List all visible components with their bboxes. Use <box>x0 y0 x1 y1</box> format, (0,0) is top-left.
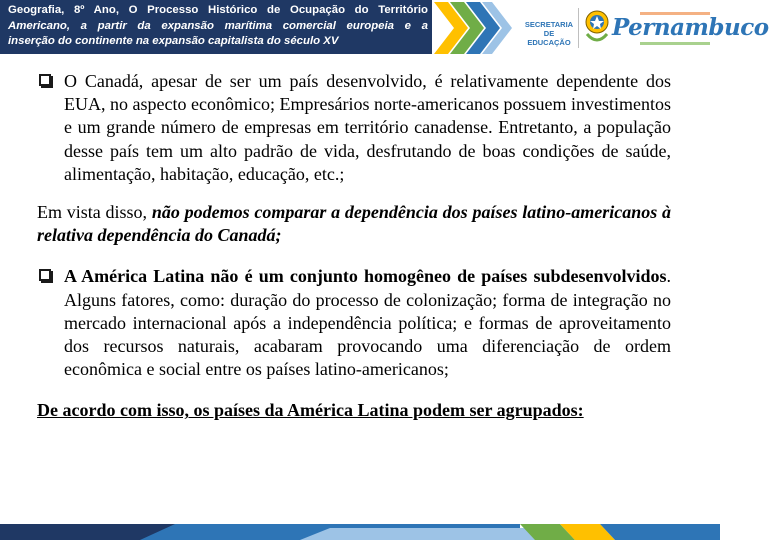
slide-content <box>37 70 671 423</box>
secretaria-label: SECRETARIA <box>524 20 574 29</box>
slide-header <box>0 0 769 62</box>
header-title-line-1: Geografia, 8º Ano, O Processo Histórico de Ocupação do Território <box>8 4 428 16</box>
paragraph-grouping-heading: De acordo com isso, os países da América Latina podem ser agrupados: <box>37 400 584 421</box>
paragraph-conclusion <box>37 201 671 247</box>
paragraph-conclusion-emphasis: não podemos comparar a dependência dos países latino-americanos à relativa dependência do Canadá; <box>37 202 671 246</box>
paragraph-latin-america-text: . Alguns fatores, como: duração do processo de colonização; forma de integração no mercado internacional após a independência política; e formas de aproveitamento dos recursos naturais, acabaram provocando uma diferenciação de ordem econômica e social entre os países latino-americanos; <box>64 266 671 380</box>
footer-decoration-icon <box>0 510 720 540</box>
brand-bottom-accent <box>640 42 710 45</box>
educacao-label: DE EDUCAÇÃO <box>527 29 571 47</box>
paragraph-canada-text: O Canadá, apesar de ser um país desenvolvido, é relativamente dependente dos EUA, no aspecto econômico; Empresários norte-americanos possuem investimentos e um grande número de empresas em território canadense. Entretanto, a população desse país tem um alto padrão de vida, desfrutando de boas condições de saúde, alimentação, habitação, educação, etc.; <box>64 71 671 184</box>
paragraph-latin-america <box>37 265 671 381</box>
header-title-line-3: inserção do continente na expansão capitalista do século XV <box>8 35 339 47</box>
checkbox-bullet-icon <box>39 269 51 281</box>
header-title-line-2: Americano, a partir da expansão marítima comercial europeia e a <box>8 19 428 32</box>
state-crest-icon <box>584 6 610 48</box>
slide-footer <box>0 510 720 540</box>
secretaria-educacao-logo <box>518 8 579 48</box>
chevron-stripes-icon <box>434 2 514 54</box>
paragraph-latin-america-lead: A América Latina não é um conjunto homogêneo de países subdesenvolvidos <box>64 266 667 287</box>
pernambuco-logo-text: Pernambuco <box>612 14 769 41</box>
header-title-band <box>0 0 432 54</box>
paragraph-canada <box>37 70 671 186</box>
checkbox-bullet-icon <box>39 74 51 86</box>
header-title <box>8 3 428 50</box>
paragraph-conclusion-prefix: Em vista disso, <box>37 202 152 223</box>
